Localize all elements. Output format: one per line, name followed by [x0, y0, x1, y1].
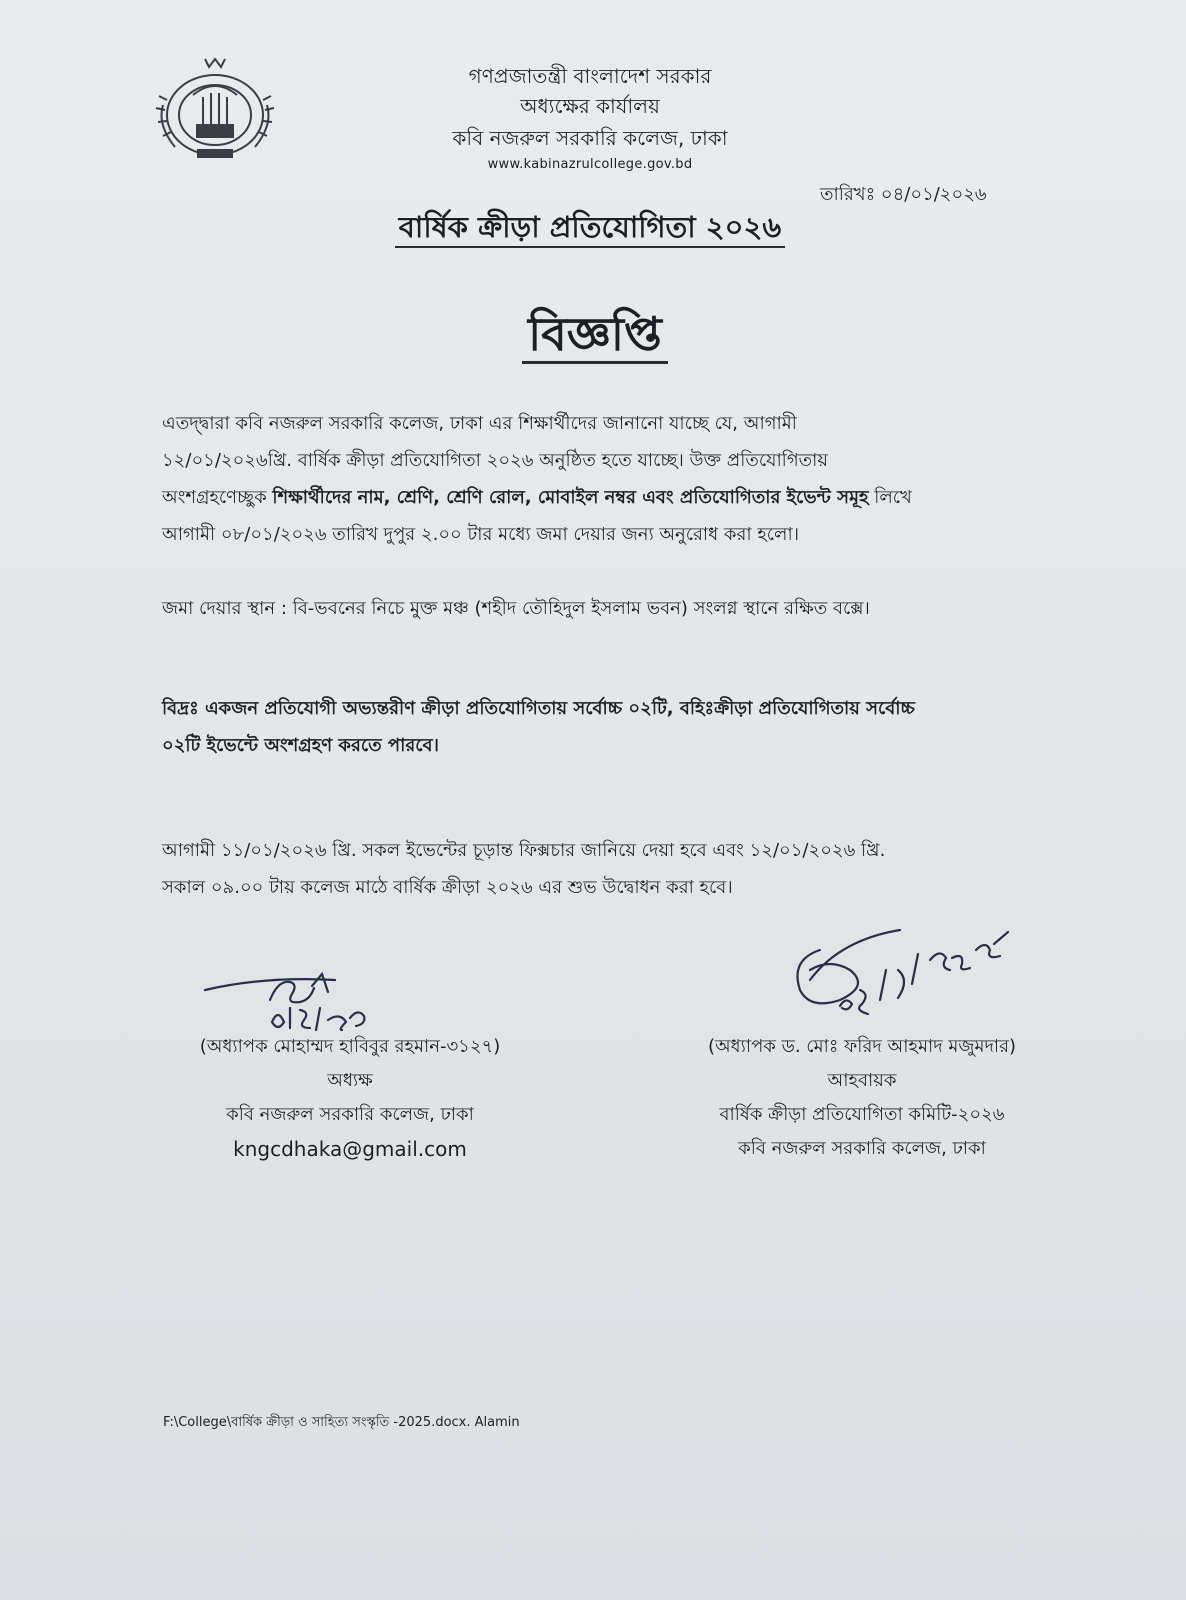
signatory-right-committee: বার্ষিক ক্রীড়া প্রতিযোগিতা কমিটি-২০২৬ — [719, 1104, 1005, 1125]
signatory-left-email: kngcdhaka@gmail.com — [233, 1137, 467, 1161]
submission-place: জমা দেয়ার স্থান : বি-ভবনের নিচে মুক্ত মঞ্চ (শহীদ তৌহিদুল ইসলাম ভবন) সংলগ্ন স্থানে রক্ষিত বক্সে। — [162, 598, 870, 619]
paragraph-line: আগামী ১১/০১/২০২৬ খ্রি. সকল ইভেন্টের চূড়ান্ত ফিক্সচার জানিয়ে দেয়া হবে এবং ১২/০১/২০২৬ খ্রি. — [162, 840, 886, 861]
signatory-right-institution: কবি নজরুল সরকারি কলেজ, ঢাকা — [738, 1138, 986, 1159]
header-website: www.kabinazrulcollege.gov.bd — [487, 157, 693, 172]
header-office: অধ্যক্ষের কার্যালয় — [520, 94, 660, 118]
signatory-left-institution: কবি নজরুল সরকারি কলেজ, ঢাকা — [226, 1104, 474, 1125]
document-title-text: বার্ষিক ক্রীড়া প্রতিযোগিতা ২০২৬ — [395, 210, 785, 248]
signatory-left-name: (অধ্যাপক মোহাম্মদ হাবিবুর রহমান-৩১২৭) — [199, 1036, 501, 1057]
paragraph-line: আগামী ০৮/০১/২০২৬ তারিখ দুপুর ২.০০ টার মধ্যে জমা দেয়ার জন্য অনুরোধ করা হলো। — [162, 524, 800, 545]
signatory-left — [165, 1030, 535, 1166]
college-seal-icon — [145, 45, 285, 165]
paragraph-line: সকাল ০৯.০০ টায় কলেজ মাঠে বার্ষিক ক্রীড়া ২০২৬ এর শুভ উদ্বোধন করা হবে। — [162, 877, 733, 898]
nb-line: বিদ্রঃ একজন প্রতিযোগী অভ্যন্তরীণ ক্রীড়া প্রতিযোগিতায় সর্বোচ্চ ০২টি, বহিঃক্রীড়া প্রতিযোগিতায় সর্বোচ্চ — [162, 698, 915, 719]
header-govt: গণপ্রজাতন্ত্রী বাংলাদেশ সরকার — [468, 64, 712, 88]
notice-heading-text: বিজ্ঞপ্তি — [522, 307, 668, 364]
signatory-right-name: (অধ্যাপক ড. মোঃ ফরিদ আহমাদ মজুমদার) — [707, 1036, 1017, 1057]
footer-file-path: F:\College\বার্ষিক ক্রীড়া ও সাহিত্য সংস্কৃতি -2025.docx. Alamin — [163, 1415, 520, 1430]
signature-left-icon — [200, 960, 400, 1040]
signatory-right-designation: আহবায়ক — [827, 1070, 897, 1091]
nb-note — [162, 690, 1017, 764]
paragraph-schedule — [162, 832, 1017, 906]
signatory-right — [672, 1030, 1052, 1166]
notice-heading — [420, 300, 770, 376]
required-info-text: শিক্ষার্থীদের নাম, শ্রেণি, শ্রেণি রোল, মোবাইল নম্বর এবং প্রতিযোগিতার ইভেন্ট সমূহ — [272, 487, 869, 508]
header-college: কবি নজরুল সরকারি কলেজ, ঢাকা — [452, 126, 728, 150]
document-date: তারিখঃ ০৪/০১/২০২৬ — [820, 184, 987, 205]
paragraph-line — [162, 479, 1017, 516]
paragraph-text: লিখে — [868, 487, 912, 508]
paragraph-line: এতদ্দ্বারা কবি নজরুল সরকারি কলেজ, ঢাকা এর শিক্ষার্থীদের জানানো যাচ্ছে যে, আগামী — [162, 413, 797, 434]
signatory-left-designation: অধ্যক্ষ — [327, 1070, 373, 1091]
paragraph-line: ১২/০১/২০২৬খ্রি. বার্ষিক ক্রীড়া প্রতিযোগিতা ২০২৬ অনুষ্ঠিত হতে যাচ্ছে। উক্ত প্রতিযোগিতায় — [162, 450, 828, 471]
signature-right-icon — [780, 920, 1020, 1020]
paragraph-text: অংশগ্রহণেচ্ছুক — [162, 487, 273, 508]
nb-line: ০২টি ইভেন্টে অংশগ্রহণ করতে পারবে। — [162, 735, 439, 756]
document-title — [300, 205, 880, 254]
paragraph-main — [162, 405, 1017, 553]
